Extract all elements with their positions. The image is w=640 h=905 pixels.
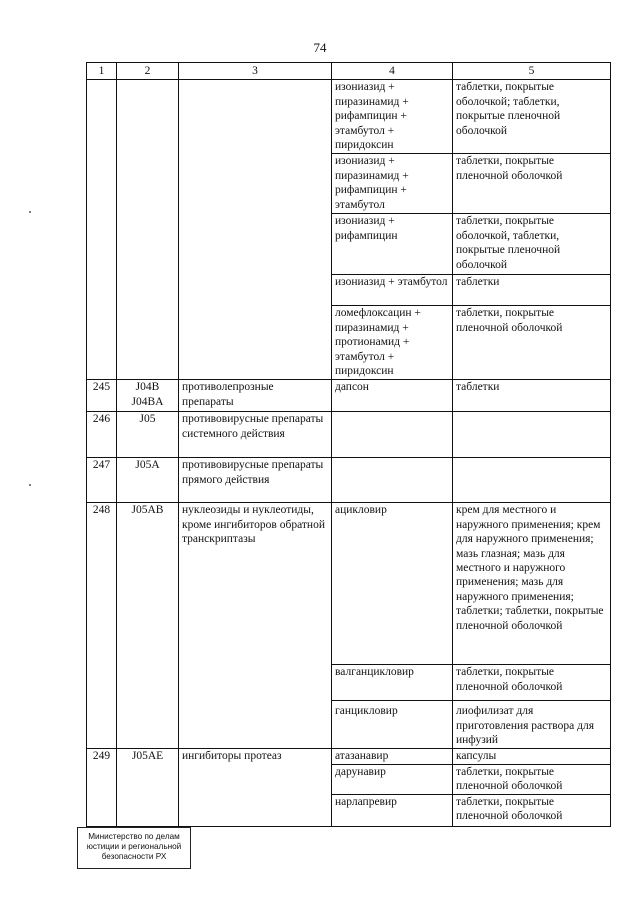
stamp-line: юстиции и региональной <box>86 842 182 851</box>
dosage-form-cell: лиофилизат для приготовления раствора для инфузий <box>453 701 611 748</box>
drug-name-cell: ацикловир <box>332 503 453 665</box>
atc-code-cell: J05A <box>117 458 179 503</box>
table-row <box>87 503 611 665</box>
ministry-stamp <box>77 827 191 869</box>
drug-name-cell: ломефлоксацин + пиразинамид + протионамид + этамбутол + пиридоксин <box>332 306 453 380</box>
drug-name-cell: изониазид + этамбутол <box>332 275 453 306</box>
drug-name-cell: атазанавир <box>332 748 453 764</box>
table-row <box>87 80 611 154</box>
atc-code-cell <box>117 80 179 380</box>
drug-name-cell: изониазид + рифампицин <box>332 214 453 275</box>
table-row <box>87 380 611 412</box>
page-number: 74 <box>313 40 327 55</box>
dosage-form-cell: таблетки, покрытые пленочной оболочкой <box>453 764 611 794</box>
group-cell: противовирусные препараты прямого действия <box>179 458 332 503</box>
drug-name-cell: ганцикловир <box>332 701 453 748</box>
dosage-form-cell: таблетки, покрытые пленочной оболочкой <box>453 665 611 701</box>
scan-speck <box>29 211 31 213</box>
drug-name-cell: изониазид + пиразинамид + рифампицин + этамбутол <box>332 154 453 214</box>
drug-name-cell: нарлапревир <box>332 794 453 826</box>
table-header-row <box>87 63 611 80</box>
drug-name-cell: изониазид + пиразинамид + рифампицин + этамбутол + пиридоксин <box>332 80 453 154</box>
dosage-form-cell: таблетки <box>453 380 611 412</box>
row-number-cell: 247 <box>87 458 117 503</box>
drug-table <box>86 62 611 827</box>
group-cell <box>179 80 332 380</box>
table-row <box>87 748 611 764</box>
column-header: 2 <box>117 63 179 80</box>
dosage-form-cell: таблетки, покрытые оболочкой; таблетки, покрытые пленочной оболочкой <box>453 80 611 154</box>
dosage-form-cell: таблетки, покрытые пленочной оболочкой <box>453 154 611 214</box>
stamp-line: безопасности РХ <box>101 852 167 861</box>
row-number-cell: 245 <box>87 380 117 412</box>
column-header: 1 <box>87 63 117 80</box>
dosage-form-cell: таблетки, покрытые оболочкой, таблетки, покрытые пленочной оболочкой <box>453 214 611 275</box>
dosage-form-cell: таблетки <box>453 275 611 306</box>
row-number-cell: 248 <box>87 503 117 748</box>
dosage-form-cell <box>453 412 611 458</box>
drug-name-cell: дапсон <box>332 380 453 412</box>
stamp-line: Министерство по делам <box>88 832 180 841</box>
atc-code-cell: J05AB <box>117 503 179 748</box>
group-cell: нуклеозиды и нуклеотиды, кроме ингибиторов обратной транскриптазы <box>179 503 332 748</box>
atc-code-cell: J05AE <box>117 748 179 826</box>
drug-name-cell: дарунавир <box>332 764 453 794</box>
row-number-cell: 246 <box>87 412 117 458</box>
group-cell: противолепрозные препараты <box>179 380 332 412</box>
group-cell: противовирусные препараты системного действия <box>179 412 332 458</box>
scan-speck <box>29 484 31 486</box>
dosage-form-cell <box>453 458 611 503</box>
column-header: 5 <box>453 63 611 80</box>
row-number-cell <box>87 80 117 380</box>
table-row <box>87 412 611 458</box>
dosage-form-cell: таблетки, покрытые пленочной оболочкой <box>453 794 611 826</box>
atc-code-cell: J05 <box>117 412 179 458</box>
atc-code-cell: J04B J04BA <box>117 380 179 412</box>
dosage-form-cell: капсулы <box>453 748 611 764</box>
drug-name-cell <box>332 412 453 458</box>
drug-name-cell <box>332 458 453 503</box>
drug-name-cell: валганцикловир <box>332 665 453 701</box>
dosage-form-cell: таблетки, покрытые пленочной оболочкой <box>453 306 611 380</box>
dosage-form-cell: крем для местного и наружного применения; крем для наружного применения; мазь глазная; мазь для местного и наружного применения; мазь для наружного применения; таблетки; таблетки, покрытые пленочной оболочкой <box>453 503 611 665</box>
column-header: 4 <box>332 63 453 80</box>
column-header: 3 <box>179 63 332 80</box>
table-row <box>87 458 611 503</box>
row-number-cell: 249 <box>87 748 117 826</box>
group-cell: ингибиторы протеаз <box>179 748 332 826</box>
